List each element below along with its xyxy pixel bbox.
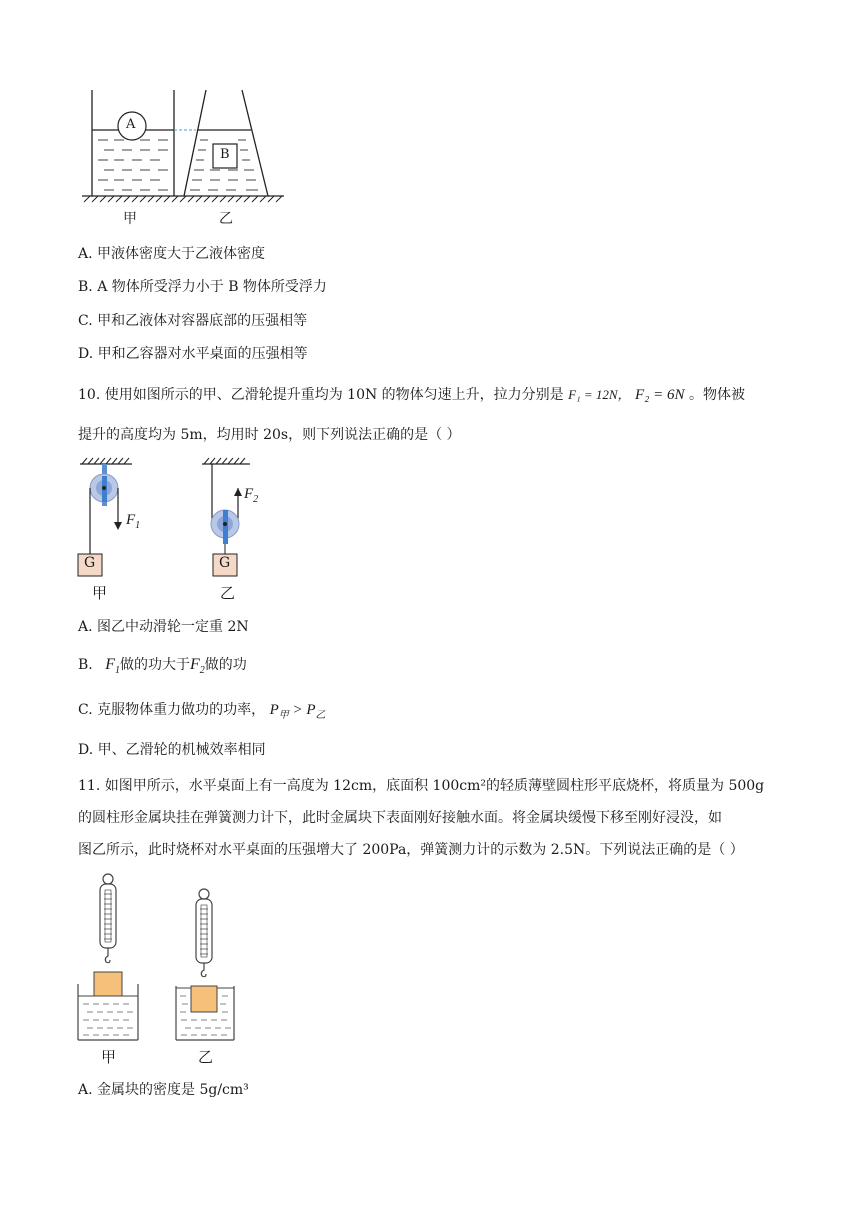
q9-figure — [78, 88, 298, 228]
q10-option-a: A. 图乙中动滑轮一定重 2N — [78, 619, 249, 635]
yi-weight-label: G — [219, 555, 231, 571]
q10-stem-line1 — [78, 385, 745, 405]
q11-stem-line3: 图乙所示，此时烧杯对水平桌面的压强增大了 200Pa，弹簧测力计的示数为 2.5N。下列说法正确的是（ ） — [78, 842, 744, 858]
q10-option-c-power: $P_甲 > P_乙$ — [269, 702, 326, 721]
q11-spring-scale-diagram — [74, 872, 254, 1072]
q10-stem-line2: 提升的高度均为 5m，均用时 20s，则下列说法正确的是（ ） — [78, 427, 461, 443]
q10-option-c-text: C. 克服物体重力做功的功率， — [78, 702, 266, 718]
q10-label-yi: 乙 — [220, 584, 236, 602]
q10-option-c — [78, 700, 326, 726]
q9-option-b: B. A 物体所受浮力小于 B 物体所受浮力 — [78, 279, 327, 295]
q11-option-a: A. 金属块的密度是 5g/cm³ — [78, 1082, 249, 1098]
q10-option-b-mid: 做的功大于 — [119, 657, 190, 673]
q9-object-a-label: A — [126, 117, 136, 132]
q11-label-jia: 甲 — [101, 1048, 117, 1066]
q11-label-yi: 乙 — [198, 1048, 214, 1066]
q10-option-b — [78, 655, 247, 681]
q9-option-c: C. 甲和乙液体对容器底部的压强相等 — [78, 313, 308, 329]
q9-option-a: A. 甲液体密度大于乙液体密度 — [78, 246, 266, 262]
q10-stem-text-a: 10. 使用如图所示的甲、乙滑轮提升重均为 10N 的物体匀速上升，拉力分别是 — [78, 387, 564, 403]
q10-f2-equation: F₂ = 6N — [635, 387, 685, 403]
q11-stem-line2: 的圆柱形金属块挂在弹簧测力计下，此时金属块下表面刚好接触水面。将金属块缓慢下移至刚好浸没，如 — [78, 810, 722, 826]
yi-metal-block — [191, 986, 217, 1012]
q10-option-b-f1: $F_1$ — [105, 656, 120, 677]
jia-metal-block — [94, 972, 122, 996]
q9-option-d: D. 甲和乙容器对水平桌面的压强相等 — [78, 346, 308, 362]
q10-label-jia: 甲 — [92, 584, 108, 602]
f1-arrow-label: $F_1$ — [126, 512, 141, 531]
q10-option-b-end: 做的功 — [204, 657, 247, 673]
q10-figure — [74, 456, 274, 606]
q9-label-yi: 乙 — [219, 211, 233, 227]
q10-f1-equation: F₁ = 12N， — [568, 387, 631, 402]
q9-label-jia: 甲 — [123, 211, 137, 227]
q10-stem-text-b: 。物体被 — [688, 387, 745, 403]
q10-option-d: D. 甲、乙滑轮的机械效率相同 — [78, 742, 266, 758]
q11-figure — [74, 872, 254, 1072]
q9-containers-diagram — [78, 88, 298, 228]
q10-option-b-prefix: B. — [78, 657, 93, 673]
q11-stem-line1: 11. 如图甲所示，水平桌面上有一高度为 12cm，底面积 100cm²的轻质薄壁圆柱形平底烧杯，将质量为 500g — [78, 778, 765, 794]
f2-arrow-label: $F_2$ — [244, 486, 259, 505]
q9-object-b-label: B — [220, 147, 230, 162]
q10-option-b-f2: $F_2$ — [189, 656, 205, 677]
jia-weight-label: G — [84, 555, 96, 571]
